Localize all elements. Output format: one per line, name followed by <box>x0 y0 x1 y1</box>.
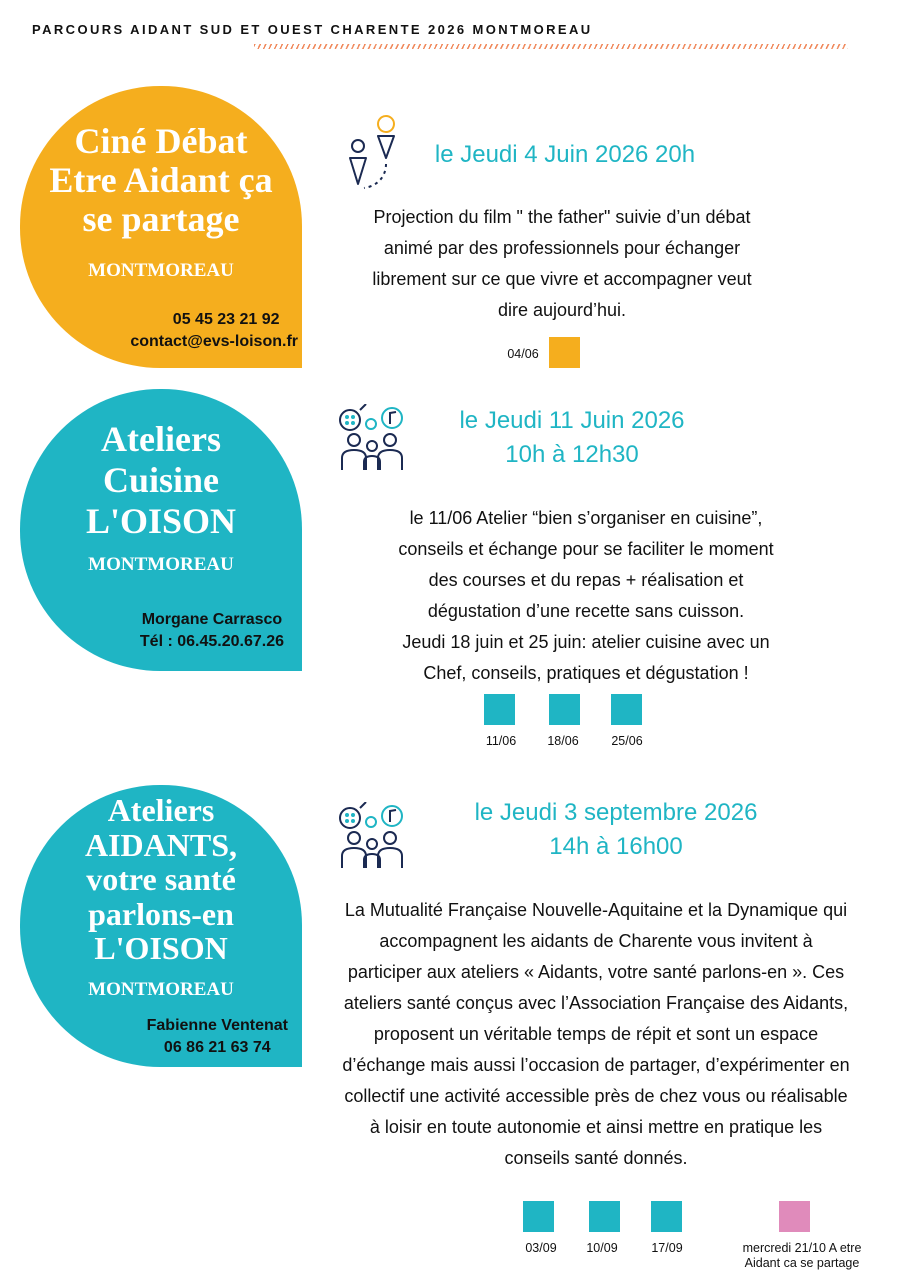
contact-name: Fabienne Ventenat <box>146 1017 288 1034</box>
session-date-marker <box>523 1201 554 1232</box>
description-line: dire aujourd’hui. <box>497 300 627 320</box>
description-line: ateliers santé conçus avec l’Association Française des Aidants, <box>343 993 849 1013</box>
description-line: proposent un véritable temps de répit et sont un espace <box>373 1024 819 1044</box>
event-title-line: AIDANTS, <box>84 826 238 863</box>
event-location: MONTMOREAU <box>88 260 234 281</box>
event-date <box>400 138 730 172</box>
event-title-line: Ciné Débat <box>74 121 248 161</box>
session-date-label: 10/09 <box>586 1241 618 1255</box>
session-date-label: 17/09 <box>651 1241 683 1255</box>
session-date-label: 04/06 <box>507 347 539 361</box>
description-line: d’échange mais aussi l’occasion de partager, d’expérimenter en <box>342 1055 850 1075</box>
event-description <box>306 895 886 1174</box>
event-date <box>436 796 796 864</box>
session-date-marker <box>611 694 642 725</box>
event-title <box>20 419 302 542</box>
event-date <box>422 404 722 472</box>
description-line: Projection du film " the father" suivie d’un débat <box>373 207 751 227</box>
event-description <box>326 202 798 326</box>
event-date-line: 10h à 12h30 <box>505 441 639 468</box>
description-line: Chef, conseils, pratiques et dégustation ! <box>423 663 749 683</box>
event-title <box>20 122 302 239</box>
description-line: conseils et échange pour se faciliter le moment <box>398 539 774 559</box>
session-date-label: 11/06 <box>485 734 517 748</box>
session-date-label: mercredi 21/10 A etre Aidant ca se partage <box>742 1241 862 1270</box>
event-title-line: Cuisine <box>102 460 220 500</box>
event-title <box>20 793 302 966</box>
description-line: La Mutualité Française Nouvelle-Aquitaine et la Dynamique qui <box>344 900 848 920</box>
event-title-line: Ateliers <box>107 792 215 828</box>
description-line: collectif une activité accessible près de chez vous ou réalisable <box>344 1086 848 1106</box>
event-contact <box>140 609 284 653</box>
header-divider <box>254 44 848 49</box>
event-title-line: L'OISON <box>94 930 228 966</box>
group-activity-icon <box>336 404 408 472</box>
session-date-marker <box>651 1201 682 1232</box>
event-location: MONTMOREAU <box>88 554 234 575</box>
contact-email[interactable]: contact@evs-loison.fr <box>130 333 298 350</box>
description-line: des courses et du repas + réalisation et <box>428 570 744 590</box>
contact-name: Morgane Carrasco <box>141 611 283 628</box>
event-title-line: parlons-en <box>88 895 234 932</box>
event-location: MONTMOREAU <box>88 979 234 1000</box>
session-date-marker <box>484 694 515 725</box>
group-activity-icon <box>336 802 408 870</box>
event-card-ateliers-aidants <box>20 785 302 1067</box>
event-card-ateliers-cuisine <box>20 389 302 671</box>
description-line: animé par des professionnels pour échanger <box>383 238 741 258</box>
contact-phone: Tél : 06.45.20.67.26 <box>139 633 284 650</box>
event-title-line: se partage <box>82 199 240 239</box>
description-line: conseils santé donnés. <box>504 1148 688 1168</box>
contact-phone: 05 45 23 21 92 <box>172 311 280 328</box>
session-date-label: 03/09 <box>525 1241 557 1255</box>
session-date-marker <box>779 1201 810 1232</box>
session-date-label: 18/06 <box>547 734 579 748</box>
event-date-line: le Jeudi 11 Juin 2026 <box>459 407 685 434</box>
description-line: à loisir en toute autonomie et ainsi mettre en pratique les <box>369 1117 823 1137</box>
event-title-line: votre santé <box>86 861 236 897</box>
event-title-line: Ateliers <box>101 419 221 459</box>
event-title-line: L'OISON <box>85 501 237 541</box>
event-date-line: le Jeudi 3 septembre 2026 <box>474 799 758 826</box>
contact-phone: 06 86 21 63 74 <box>163 1039 271 1056</box>
page-title: PARCOURS AIDANT SUD ET OUEST CHARENTE 2026 MONTMOREAU <box>32 22 593 37</box>
session-date-marker <box>589 1201 620 1232</box>
event-date-line: 14h à 16h00 <box>549 833 683 860</box>
event-contact <box>130 309 298 353</box>
event-card-cine-debat <box>20 86 302 368</box>
map-route-icon <box>340 112 402 192</box>
description-line: le 11/06 Atelier “bien s’organiser en cuisine”, <box>409 508 763 528</box>
description-line: librement sur ce que vivre et accompagner veut <box>372 269 752 289</box>
session-date-marker <box>549 337 580 368</box>
session-date-marker <box>549 694 580 725</box>
description-line: Jeudi 18 juin et 25 juin: atelier cuisine avec un <box>402 632 770 652</box>
event-title-line: Etre Aidant ça <box>49 160 273 200</box>
event-date-line: le Jeudi 4 Juin 2026 20h <box>434 141 696 168</box>
event-contact <box>147 1015 288 1059</box>
description-line: dégustation d’une recette sans cuisson. <box>427 601 745 621</box>
event-description <box>326 503 846 689</box>
description-line: participer aux ateliers « Aidants, votre santé parlons-en ». Ces <box>347 962 845 982</box>
session-date-label: 25/06 <box>611 734 643 748</box>
description-line: accompagnent les aidants de Charente vous invitent à <box>379 931 813 951</box>
